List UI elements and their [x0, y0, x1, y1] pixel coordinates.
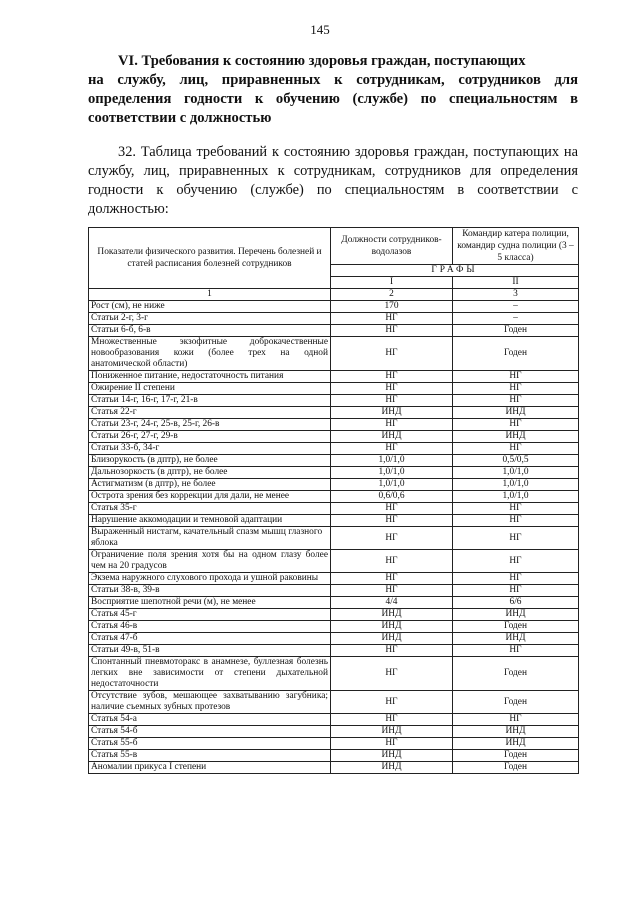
row-value-commanders: 6/6	[453, 597, 579, 609]
row-value-divers: НГ	[331, 585, 453, 597]
header-roman-1: I	[331, 277, 453, 289]
row-value-commanders: НГ	[453, 527, 579, 550]
table-row	[89, 301, 579, 313]
row-value-divers: НГ	[331, 738, 453, 750]
row-value-commanders: 1,0/1,0	[453, 491, 579, 503]
row-value-divers: ИНД	[331, 750, 453, 762]
table-row	[89, 527, 579, 550]
row-indicator: Ограничение поля зрения хотя бы на одном глазу более чем на 20 градусов	[89, 550, 331, 573]
table-row	[89, 455, 579, 467]
table-row	[89, 443, 579, 455]
page-number: 145	[310, 22, 330, 37]
row-value-divers: НГ	[331, 371, 453, 383]
row-value-divers: ИНД	[331, 609, 453, 621]
table-row	[89, 726, 579, 738]
row-indicator: Статьи 6-б, 6-в	[89, 325, 331, 337]
row-indicator: Выраженный нистагм, качательный спазм мышц глазного яблока	[89, 527, 331, 550]
row-value-commanders: ИНД	[453, 609, 579, 621]
row-value-divers: ИНД	[331, 621, 453, 633]
row-value-commanders: 1,0/1,0	[453, 467, 579, 479]
header-column-commanders: Командир катера полиции, командир судна полиции (3 – 5 класса)	[453, 228, 579, 265]
row-value-commanders: НГ	[453, 550, 579, 573]
row-indicator: Дальнозоркость (в дптр), не более	[89, 467, 331, 479]
row-value-commanders: Годен	[453, 621, 579, 633]
requirements-table	[88, 227, 579, 774]
row-indicator: Статья 46-в	[89, 621, 331, 633]
table-row	[89, 313, 579, 325]
row-value-divers: НГ	[331, 657, 453, 691]
row-value-divers: НГ	[331, 691, 453, 714]
table-row	[89, 621, 579, 633]
row-value-divers: НГ	[331, 550, 453, 573]
row-indicator: Множественные экзофитные доброкачественные новообразования кожи (более трех на одной анатомической области)	[89, 337, 331, 371]
row-value-divers: 1,0/1,0	[331, 467, 453, 479]
row-value-commanders: НГ	[453, 645, 579, 657]
row-indicator: Статья 47-б	[89, 633, 331, 645]
row-value-commanders: Годен	[453, 691, 579, 714]
row-indicator: Восприятие шепотной речи (м), не менее	[89, 597, 331, 609]
header-roman-2: II	[453, 277, 579, 289]
row-value-commanders: ИНД	[453, 431, 579, 443]
row-indicator: Статьи 2-г, 3-г	[89, 313, 331, 325]
table-row	[89, 550, 579, 573]
table-row	[89, 419, 579, 431]
row-value-divers: НГ	[331, 337, 453, 371]
row-indicator: Статья 35-г	[89, 503, 331, 515]
table-row	[89, 503, 579, 515]
table-row	[89, 633, 579, 645]
table-row	[89, 645, 579, 657]
table-row	[89, 573, 579, 585]
section-title	[88, 52, 578, 128]
row-indicator: Статья 22-г	[89, 407, 331, 419]
row-value-divers: НГ	[331, 395, 453, 407]
table-row	[89, 585, 579, 597]
row-indicator: Рост (см), не ниже	[89, 301, 331, 313]
header-number-1: 1	[89, 289, 331, 301]
table-row	[89, 325, 579, 337]
row-value-divers: НГ	[331, 419, 453, 431]
row-value-divers: НГ	[331, 714, 453, 726]
row-indicator: Статьи 26-г, 27-г, 29-в	[89, 431, 331, 443]
row-value-commanders: Годен	[453, 657, 579, 691]
row-indicator: Статьи 14-г, 16-г, 17-г, 21-в	[89, 395, 331, 407]
row-value-divers: 1,0/1,0	[331, 479, 453, 491]
row-value-divers: НГ	[331, 313, 453, 325]
row-value-commanders: –	[453, 313, 579, 325]
row-value-divers: 170	[331, 301, 453, 313]
table-row	[89, 597, 579, 609]
row-value-divers: НГ	[331, 325, 453, 337]
row-indicator: Статья 45-г	[89, 609, 331, 621]
row-value-divers: 1,0/1,0	[331, 455, 453, 467]
header-column-divers: Должности сотрудников-водолазов	[331, 228, 453, 265]
row-value-commanders: НГ	[453, 383, 579, 395]
table-row	[89, 395, 579, 407]
row-indicator: Астигматизм (в дптр), не более	[89, 479, 331, 491]
row-value-commanders: НГ	[453, 419, 579, 431]
row-value-commanders: НГ	[453, 515, 579, 527]
row-value-divers: ИНД	[331, 407, 453, 419]
table-row	[89, 383, 579, 395]
row-value-divers: НГ	[331, 527, 453, 550]
row-indicator: Статья 54-б	[89, 726, 331, 738]
section-title-rest: на службу, лиц, приравненных к сотрудникам, сотрудников для определения годности к обучению (службе) по специальностям в соответствии с должностью	[88, 72, 578, 126]
row-value-commanders: Годен	[453, 750, 579, 762]
table-row	[89, 479, 579, 491]
table-row	[89, 431, 579, 443]
row-indicator: Статья 55-в	[89, 750, 331, 762]
row-value-divers: НГ	[331, 515, 453, 527]
table-row	[89, 738, 579, 750]
header-number-2: 2	[331, 289, 453, 301]
row-value-commanders: Годен	[453, 325, 579, 337]
row-value-commanders: Годен	[453, 762, 579, 774]
row-value-commanders: –	[453, 301, 579, 313]
table-row	[89, 491, 579, 503]
row-indicator: Отсутствие зубов, мешающее захватыванию загубника; наличие съемных зубных протезов	[89, 691, 331, 714]
row-indicator: Спонтанный пневмоторакс в анамнезе, буллезная болезнь легких вне зависимости от степени дыхательной недостаточности	[89, 657, 331, 691]
row-value-divers: ИНД	[331, 726, 453, 738]
row-value-commanders: 0,5/0,5	[453, 455, 579, 467]
row-indicator: Статьи 33-б, 34-г	[89, 443, 331, 455]
row-value-commanders: ИНД	[453, 738, 579, 750]
row-value-divers: НГ	[331, 573, 453, 585]
row-value-divers: НГ	[331, 503, 453, 515]
row-value-divers: ИНД	[331, 431, 453, 443]
row-indicator: Статьи 38-в, 39-в	[89, 585, 331, 597]
table-row	[89, 691, 579, 714]
table-row	[89, 609, 579, 621]
header-indicators: Показатели физического развития. Перечень болезней и статей расписания болезней сотрудников	[89, 228, 331, 289]
row-indicator: Экзема наружного слухового прохода и ушной раковины	[89, 573, 331, 585]
table-row	[89, 371, 579, 383]
section-title-line-1: VI. Требования к состоянию здоровья граждан, поступающих	[118, 53, 526, 69]
row-value-commanders: 1,0/1,0	[453, 479, 579, 491]
row-value-divers: ИНД	[331, 633, 453, 645]
row-indicator: Статья 54-а	[89, 714, 331, 726]
intro-paragraph: 32. Таблица требований к состоянию здоровья граждан, поступающих на службу, лиц, приравненных к сотрудникам, сотрудников для определения годности к обучению (службе) по специальностям в соответствии с должностью:	[88, 144, 578, 217]
row-value-commanders: НГ	[453, 371, 579, 383]
table-row	[89, 515, 579, 527]
row-indicator: Статьи 23-г, 24-г, 25-в, 25-г, 26-в	[89, 419, 331, 431]
row-value-commanders: НГ	[453, 443, 579, 455]
table-row	[89, 714, 579, 726]
row-indicator: Пониженное питание, недостаточность питания	[89, 371, 331, 383]
table-row	[89, 407, 579, 419]
row-indicator: Близорукость (в дптр), не более	[89, 455, 331, 467]
header-grafy: ГРАФЫ	[331, 265, 579, 277]
table-row	[89, 750, 579, 762]
row-indicator: Нарушение аккомодации и темновой адаптации	[89, 515, 331, 527]
row-value-commanders: Годен	[453, 337, 579, 371]
row-value-commanders: НГ	[453, 585, 579, 597]
table-row	[89, 762, 579, 774]
row-value-commanders: НГ	[453, 503, 579, 515]
row-indicator: Острота зрения без коррекции для дали, не менее	[89, 491, 331, 503]
row-value-commanders: НГ	[453, 395, 579, 407]
table-body	[89, 301, 579, 774]
row-value-divers: НГ	[331, 645, 453, 657]
row-indicator: Статья 55-б	[89, 738, 331, 750]
row-value-commanders: НГ	[453, 573, 579, 585]
row-value-commanders: ИНД	[453, 726, 579, 738]
table-row	[89, 657, 579, 691]
row-indicator: Аномалии прикуса I степени	[89, 762, 331, 774]
row-indicator: Ожирение II степени	[89, 383, 331, 395]
table-row	[89, 337, 579, 371]
row-indicator: Статьи 49-в, 51-в	[89, 645, 331, 657]
table-row	[89, 467, 579, 479]
row-value-commanders: ИНД	[453, 633, 579, 645]
row-value-divers: ИНД	[331, 762, 453, 774]
row-value-divers: НГ	[331, 383, 453, 395]
row-value-divers: НГ	[331, 443, 453, 455]
row-value-commanders: ИНД	[453, 407, 579, 419]
row-value-divers: 0,6/0,6	[331, 491, 453, 503]
header-number-3: 3	[453, 289, 579, 301]
row-value-divers: 4/4	[331, 597, 453, 609]
row-value-commanders: НГ	[453, 714, 579, 726]
